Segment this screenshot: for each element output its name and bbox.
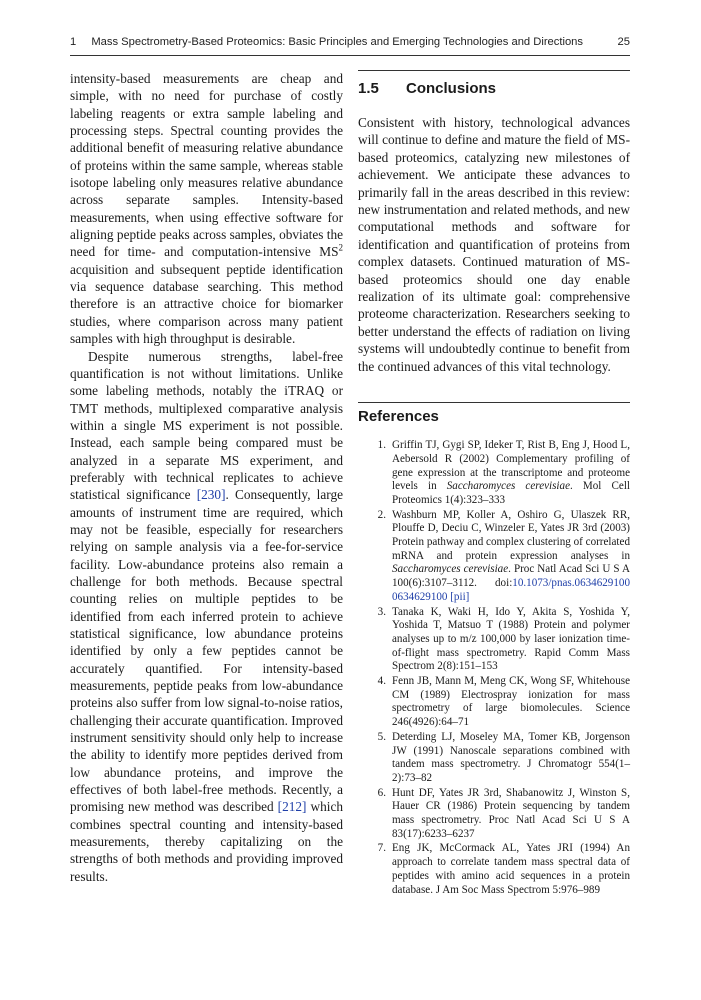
chapter-number: 1 — [70, 36, 77, 48]
paragraph-intensity-based — [70, 70, 343, 348]
reference-number: 5. — [377, 730, 386, 743]
paragraph-text: acquisition and subsequent peptide identification via sequence database searching. This method therefore is an attractive choice for biomarker studies, where comparison across many patient samples with high throughput is desirable. — [70, 261, 343, 347]
paragraph-text: which combines spectral counting and intensity-based measurements, thereby capitalizing on the strengths of both methods and providing improved results. — [70, 799, 343, 884]
reference-item — [358, 842, 630, 897]
reference-text: Eng JK, McCormack AL, Yates JRI (1994) An approach to correlate tandem mass spectral data of peptides with amino acid sequences in a protein database. J Am Soc Mass Spectrom 5:976–989 — [392, 842, 630, 896]
reference-item — [358, 731, 630, 786]
reference-number: 3. — [377, 605, 386, 618]
references-rule — [358, 402, 630, 403]
section-rule — [358, 70, 630, 71]
paragraph-text: Despite numerous strengths, label-free quantification is not without limitations. Unlike some labeling methods, notably the iTRAQ or TMT methods, multiplexed comparative analysis within a single MS experiment is not possible. Instead, each sample being compared must be analyzed in a separate MS experiment, and preferably with technical replicates to achieve statistical significance — [70, 348, 343, 503]
reference-text-part: Griffin TJ, Gygi SP, Ideker T, Rist B, Eng J, Hood L, Aebersold R (2002) Complementary profiling of gene expression at the transcriptome and proteome levels in — [392, 439, 630, 493]
reference-text: Tanaka K, Waki H, Ido Y, Akita S, Yoshida Y, Yoshida T, Matsuo T (1988) Protein and polymer analyses up to m/z 100,000 by laser ionization time-of-flight mass spectrometry. Rapid Comm Mass Spectrom 2(8):151–153 — [392, 605, 630, 673]
superscript: 2 — [338, 243, 343, 254]
reference-text — [390, 439, 630, 508]
left-column — [70, 70, 343, 885]
reference-number: 2. — [377, 508, 386, 521]
running-header — [70, 36, 630, 48]
reference-list — [358, 439, 630, 897]
reference-text: Deterding LJ, Moseley MA, Tomer KB, Jorgenson JW (1991) Nanoscale separations combined with tandem mass spectrometry. J Chromatogr 554(1–2):73–82 — [392, 730, 630, 784]
header-rule — [70, 55, 630, 56]
reference-item — [358, 787, 630, 842]
section-title: Conclusions — [406, 80, 497, 97]
right-column — [358, 70, 630, 898]
reference-text — [390, 509, 630, 605]
references-heading: References — [358, 408, 439, 426]
paragraph-text: intensity-based measurements are cheap and simple, with no need for purchase of costly labeling reagents or extra sample labeling and processing steps. Spectral counting provides the additional benefit of measuring relative abundance of proteins within the same sample, whereas stable isotope labeling only measures relative abundance across separate samples. Intensity-based measurements, when using effective software for aligning peptide peaks across samples, obviates the need for time- and computation-intensive MS — [70, 71, 343, 260]
paragraph-limitations — [70, 348, 343, 886]
reference-item — [358, 439, 630, 508]
section-heading — [358, 80, 630, 97]
reference-number: 7. — [377, 842, 386, 855]
page-number: 25 — [617, 36, 630, 48]
reference-number: 1. — [377, 439, 386, 452]
paragraph-text: . Consequently, large amounts of instrument time are required, which may not be feasible, especially for researchers relying on sample analysis via a fee-for-service facility. Low-abundance proteins also remain a challenge for both methods. Because spectral counting relies on multiple peptides to be identified from each inferred protein to achieve statistical significance, low abundance proteins identified by only a few peptides cannot be accurately quantified. For intensity-based measurements, peptide peaks from low-abundance proteins also suffer from low signal-to-noise ratios, challenging their accurate quantification. Improved instrument sensitivity should only help to increase the ability to identify more peptides derived from low abundance proteins, and improve the effectives of both label-free methods. Recently, a promising new method was described — [70, 487, 343, 815]
citation-link[interactable]: [230] — [196, 487, 226, 503]
chapter-title: Mass Spectrometry-Based Proteomics: Basic Principles and Emerging Technologies and Directions — [91, 36, 583, 48]
doi-link[interactable]: 10.1073/pnas.0634629100 0634629100 [pii] — [392, 577, 630, 603]
reference-item — [358, 606, 630, 675]
conclusions-text: Consistent with history, technological advances will continue to define and mature the field of MS-based proteomics, catalyzing new milestones of achievement. We anticipate these advances to primarily fall in the areas described in this review: new instrumentation and related methods, and new computational methods and software for identification and quantification of proteins from complex datasets. Continued maturation of MS-based proteomics should one day enable realization of its ultimate goal: comprehensive proteome characterization. Researchers seeking to better understand the effects of radiation on living systems will undoubtedly continue to benefit from the continued advances of this vital technology. — [358, 115, 630, 374]
species-name: Saccharomyces cerevisiae — [446, 480, 570, 493]
running-title — [70, 36, 583, 48]
reference-number: 4. — [377, 675, 386, 688]
reference-item — [358, 509, 630, 605]
species-name: Saccharomyces cerevisiae — [392, 563, 509, 576]
reference-text-part: Washburn MP, Koller A, Oshiro G, Ulaszek RR, Plouffe D, Deciu C, Winzeler E, Yates JR 3rd (2003) Protein pathway and complex clustering of correlated mRNA and protein expression analyses in — [392, 508, 630, 562]
reference-text: Hunt DF, Yates JR 3rd, Shabanowitz J, Winston S, Hauer CR (1986) Protein sequencing by tandem mass spectrometry. Proc Natl Acad Sci U S A 83(17):6233–6237 — [392, 786, 630, 840]
citation-link[interactable]: [212] — [277, 799, 307, 815]
reference-text-part: . Proc Natl Acad Sci U S A 100(6):3107–3112. doi: — [392, 563, 630, 590]
reference-text-part: . Mol Cell Proteomics 1(4):323–333 — [392, 480, 630, 506]
section-number: 1.5 — [358, 80, 379, 97]
reference-item — [358, 675, 630, 730]
reference-number: 6. — [377, 786, 386, 799]
reference-text: Fenn JB, Mann M, Meng CK, Wong SF, Whitehouse CM (1989) Electrospray ionization for mass spectrometry of large biomolecules. Science 246(4926):64–71 — [392, 675, 630, 729]
